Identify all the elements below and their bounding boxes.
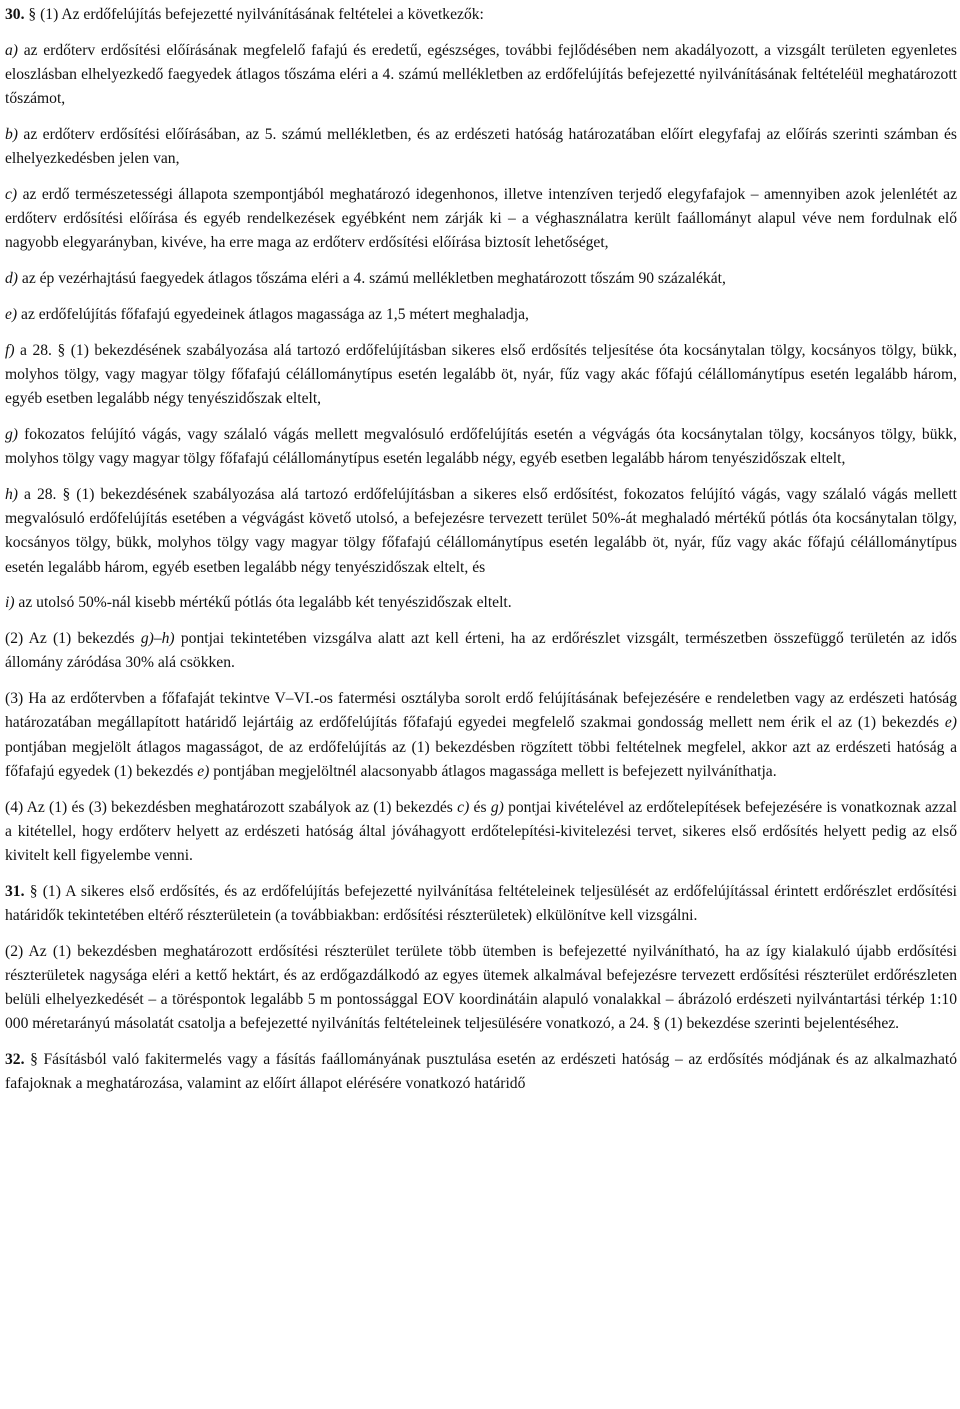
point-letter: h) [5,486,18,503]
paragraph-30-f [5,339,957,412]
paragraph-text: (2) Az (1) bekezdésben meghatározott erdősítési részterület területe több ütemben is befejezetté nyilvánítható, ha az így kialakuló újabb erdősítési részterületek nagysága eléri a kettő hektárt, és az erdőgazdálkodó az egyes ütemek alkalmával befejezésre tervezett erdősítési részterület erdőrészleten belüli elhelyezkedését – a töréspontok legalább 5 m pontossággal EOV koordinátáin alapuló vonalakkal – ábrázoló erdészeti nyilvántartási térkép 1:10 000 méretarányú másolatát csatolja a befejezetté nyilvánítás feltételeinek teljesülésére vonatkozó, a 24. § (1) bekezdése szerinti bejelentéséhez. [5,942,957,1033]
paragraph-text: az ép vezérhajtású faegyedek átlagos tőszáma eléri a 4. számú mellékletben meghatározott tőszám 90 százalékát, [18,270,726,288]
paragraph-text: § (1) A sikeres első erdősítés, és az erdőfelújítás befejezetté nyilvánítása feltételeinek teljesülését az erdőfelújítással érintett erdőrészlet erdősítési határidők tekintetében eltérő részterületein (a továbbiakban: erdősítési részterületek) elkülönítve kell vizsgálni. [5,882,957,925]
point-letter: a) [5,41,18,59]
paragraph-30-g [5,423,957,471]
paragraph-30-2 [5,627,957,675]
paragraph-text: a 28. § (1) bekezdésének szabályozása alá tartozó erdőfelújításban a sikeres első erdősítést, fokozatos felújító vágás, vagy szálaló vágás mellett megvalósuló erdőfelújítás esetében a végvágást követő utolsó, a befejezésre tervezett terület 50%-át meghaladó mértékű pótlás óta kocsánytalan tölgy, kocsányos tölgy, bükk, molyhos tölgy vagy magyar tölgy főfafajú célállománytípus esetén legalább öt, nyár, fűz vagy akác főfajú célállománytípus esetén legalább három, egyéb esetben legalább négy tenyészidőszak eltelt, és [5,486,957,576]
paragraph-30-3 [5,687,957,784]
section-number: 31. [5,882,25,900]
paragraph-text: pontjai kivételével az erdőtelepítések befejezésére is vonatkoznak azzal a kitétellel, hogy erdőterv helyett az erdészeti hatóság által jóváhagyott erdőtelepítési-kivitelezési tervet, sikeres első erdősítés helyett pedig az első kivitelt kell figyelembe venni. [5,798,957,865]
paragraph-text: fokozatos felújító vágás, vagy szálaló vágás mellett megvalósuló erdőfelújítás esetén a végvágás óta kocsánytalan tölgy, kocsányos tölgy, bükk, molyhos tölgy vagy magyar tölgy főfafajú célállománytípus esetén legalább négy, egyéb esetben legalább három tenyészidőszak eltelt, [5,426,957,468]
paragraph-text: és [469,798,491,816]
point-letter: e) [944,714,957,732]
paragraph-text: (2) Az (1) bekezdés [5,630,141,648]
paragraph-text: pontjai tekintetében vizsgálva alatt azt kell érteni, ha az erdőrészlet vizsgált, természetben összefüggő területén az idős állomány záródása 30% alá csökken. [5,630,957,672]
paragraph-32-1 [5,1048,957,1096]
document-body [5,3,957,1108]
point-letter: c) [5,186,18,203]
point-letter: g) [490,798,504,816]
paragraph-30-1 [5,3,957,27]
paragraph-30-c [5,183,957,256]
point-letter: e) [5,306,18,323]
paragraph-31-1 [5,880,957,928]
paragraph-text: (4) Az (1) és (3) bekezdésben meghatározott szabályok az (1) bekezdés [5,798,458,816]
paragraph-30-4 [5,796,957,869]
point-letter: g) [5,426,18,443]
paragraph-30-e [5,303,957,327]
section-number: 32. [5,1051,25,1069]
point-letter: c) [457,798,470,816]
paragraph-text: § (1) Az erdőfelújítás befejezetté nyilvánításának feltételei a következők: [24,6,484,23]
paragraph-text: az erdőterv erdősítési előírásának megfelelő fafajú és eredetű, egészséges, további fejlődésében nem akadályozott, a vizsgált területen egyenletes eloszlásban elhelyezkedő faegyedek átlagos tőszáma eléri a 4. számú mellékletben az erdőfelújítás befejezetté nyilvánításának feltételéül meghatározott tőszámot, [5,41,957,108]
paragraph-text: pontjában megjelöltnél alacsonyabb átlagos magassága mellett is befejezett nyilváníthatja. [209,762,777,780]
paragraph-text: a 28. § (1) bekezdésének szabályozása alá tartozó erdőfelújításban sikeres első erdősítés teljesítése óta kocsánytalan tölgy, kocsányos tölgy, bükk, molyhos tölgy, vagy magyar tölgy főfafajú célállománytípus esetén legalább öt, nyár, fűz vagy akác főfajú célállománytípus esetén legalább három, egyéb esetben legalább négy tenyészidőszak eltelt, [5,341,957,408]
paragraph-30-d [5,267,957,291]
point-letter: d) [5,270,18,288]
point-letter: i) [5,594,15,612]
paragraph-31-2 [5,940,957,1037]
paragraph-30-h [5,483,957,580]
paragraph-text: pontjában megjelölt átlagos magasságot, de az erdőfelújítás az (1) bekezdésben rögzített többi feltételnek megfelel, akkor azt az erdészeti hatóság a főfafajú egyedek (1) bekezdés [5,738,957,780]
paragraph-text: § Fásításból való fakitermelés vagy a fásítás faállományának pusztulása esetén az erdészeti hatóság – az erdősítés módjának és az alkalmazható fafajoknak a meghatározása, valamint az előírt állapot elérésére vonatkozó határidő [5,1051,957,1093]
paragraph-text: az erdőterv erdősítési előírásában, az 5. számú mellékletben, és az erdészeti hatóság határozatában előírt elegyfafaj az előírás szerinti számban és elhelyezkedésben jelen van, [5,126,957,168]
paragraph-30-i [5,591,957,615]
section-number: 30. [5,6,25,23]
paragraph-text: (3) Ha az erdőtervben a főfafaját tekintve V–VI.-os fatermési osztályba sorolt erdő felújításának befejezésére e rendeletben vagy az erdészeti hatóság határozatában megállapított határidő lejártáig az erdőfelújítás főfafajú egyedei megfelelő szakmai gondosság mellett nem érik el az (1) bekezdés [5,690,957,732]
point-letter: e) [197,762,210,780]
point-letter: g)–h) [140,630,175,648]
paragraph-text: az erdőfelújítás főfafajú egyedeinek átlagos magassága az 1,5 métert meghaladja, [17,306,529,323]
paragraph-30-a [5,39,957,112]
paragraph-text: az erdő természetességi állapota szempontjából meghatározó idegenhonos, illetve intenzíven terjedő elegyfafajok – amennyiben azok jelenlétét az erdőterv erdősítési előírása és egyéb rendelkezések egyébként nem zárják ki – a véghasználatra került faállományt alapul véve nem fordulnak elő nagyobb elegyarányban, kivéve, ha erre maga az erdőterv erdősítési előírása biztosít lehetőséget, [5,186,957,252]
paragraph-30-b [5,123,957,171]
point-letter: f) [5,341,15,359]
paragraph-text: az utolsó 50%-nál kisebb mértékű pótlás óta legalább két tenyészidőszak eltelt. [14,594,512,612]
point-letter: b) [5,126,18,143]
